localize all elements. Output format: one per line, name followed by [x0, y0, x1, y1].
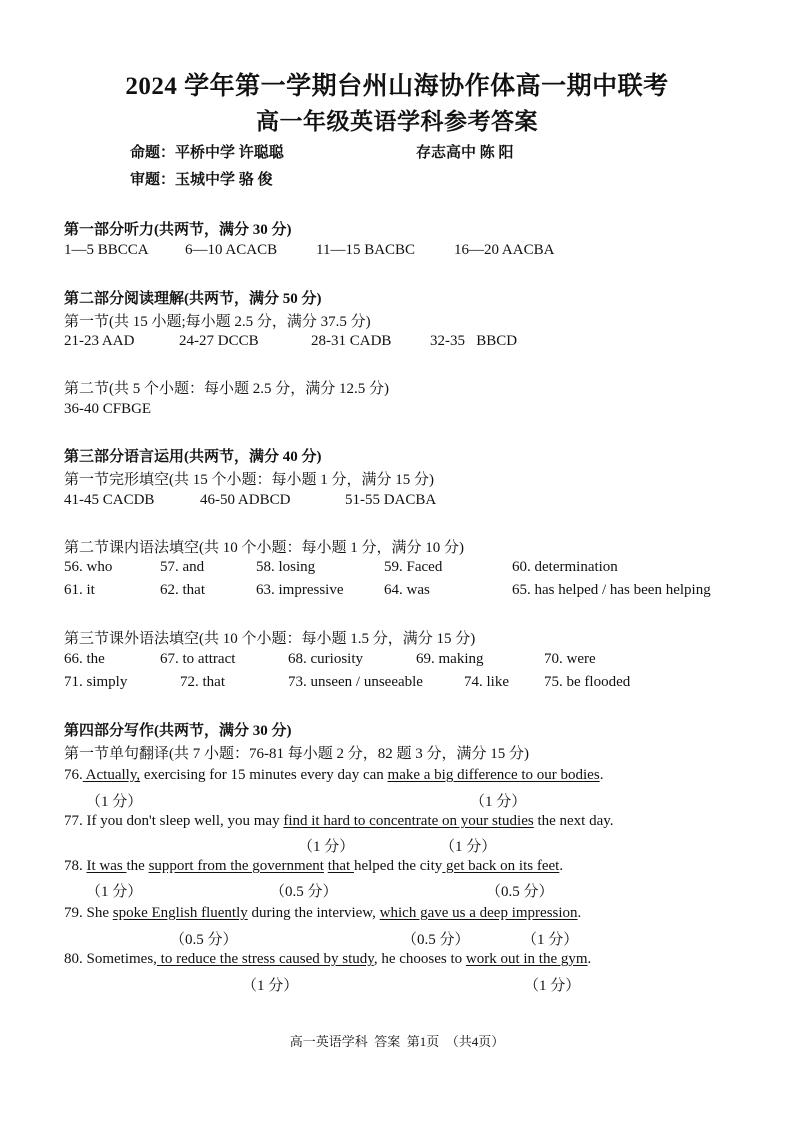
answer-group: 36-40 CFBGE [64, 401, 152, 417]
points-label: （1 分） [470, 794, 527, 810]
answer-group: 41-45 CACDB [64, 492, 155, 508]
page-title: 2024 学年第一学期台州山海协作体高一期中联考 [125, 73, 669, 100]
points-label: （1 分） [522, 932, 579, 948]
sentence-text: the next day. [533, 813, 614, 829]
answer-item: 58. losing [256, 559, 316, 575]
answer-item: 65. has helped / has been helping [512, 582, 711, 598]
part3-sec3-title: 第三节课外语法填空(共 10 个小题：每小题 1.5 分，满分 15 分) [64, 631, 476, 647]
part3-heading: 第三部分语言运用(共两节，满分 40 分) [64, 449, 322, 465]
translation-79 [64, 905, 581, 922]
key-phrase: find it hard to concentrate on your studies [283, 813, 534, 829]
sentence-text: , he chooses to [373, 951, 466, 967]
points-label: （0.5 分） [486, 884, 554, 900]
translation-80 [64, 951, 591, 968]
answer-item: 69. making [416, 651, 484, 667]
answer-item: 71. simply [64, 674, 128, 690]
part4-sec1-title: 第一节单句翻译(共 7 小题：76-81 每小题 2 分，82 题 3 分，满分 15 分) [64, 746, 529, 762]
key-phrase: Actually, [82, 767, 141, 783]
answer-item: 70. were [544, 651, 596, 667]
key-phrase: get back on its feet [442, 858, 560, 874]
page-subtitle: 高一年级英语学科参考答案 [256, 109, 538, 134]
answer-item: 63. impressive [256, 582, 344, 598]
sentence-text: during the interview, [247, 905, 380, 921]
answer-group: 16—20 AACBA [454, 242, 555, 258]
reviewer: 审题：玉城中学 骆 俊 [130, 172, 273, 188]
answer-item: 68. curiosity [288, 651, 363, 667]
answer-group: 21-23 AAD [64, 333, 135, 349]
sentence-text: If you don't sleep well, you may [82, 813, 284, 829]
page-footer: 高一英语学科 答案 第1页 （共4页） [289, 1034, 505, 1049]
answer-group: 46-50 ADBCD [200, 492, 291, 508]
sentence-text: Sometimes, [82, 951, 157, 967]
answer-group: 51-55 DACBA [345, 492, 437, 508]
question-number: 76. [64, 767, 83, 783]
answer-item: 75. be flooded [544, 674, 631, 690]
sentence-text: . [599, 767, 604, 783]
key-phrase: It was [86, 858, 127, 874]
answer-item: 72. that [180, 674, 225, 690]
points-label: （1 分） [440, 839, 497, 855]
proposer: 命题：平桥中学 许聪聪 [130, 145, 284, 161]
key-phrase: which gave us a deep impression [379, 905, 578, 921]
answer-item: 66. the [64, 651, 105, 667]
sentence-text: helped the city [353, 858, 443, 874]
question-number: 77. [64, 813, 83, 829]
answer-item: 67. to attract [160, 651, 236, 667]
answer-item: 74. like [464, 674, 509, 690]
sentence-text: She [82, 905, 113, 921]
sentence-text: the [126, 858, 149, 874]
answer-item: 60. determination [512, 559, 618, 575]
answer-group: 28-31 CADB [311, 333, 392, 349]
answer-item: 62. that [160, 582, 205, 598]
answer-item: 61. it [64, 582, 95, 598]
sentence-text: . [577, 905, 582, 921]
translation-77 [64, 813, 614, 830]
points-label: （0.5 分） [402, 932, 470, 948]
answer-group: 1—5 BBCCA [64, 242, 149, 258]
answer-item: 56. who [64, 559, 113, 575]
key-phrase: to reduce the stress caused by study [156, 951, 374, 967]
question-number: 79. [64, 905, 83, 921]
answer-group: 32-35 BBCD [430, 333, 518, 349]
sentence-text: exercising for 15 minutes every day can [140, 767, 388, 783]
key-phrase: work out in the gym [465, 951, 588, 967]
part2-sec1-title: 第一节(共 15 小题;每小题 2.5 分，满分 37.5 分) [64, 314, 371, 330]
key-phrase: make a big difference to our bodies [387, 767, 600, 783]
points-label: （1 分） [524, 978, 581, 994]
answer-group: 6—10 ACACB [185, 242, 278, 258]
answer-item: 64. was [384, 582, 430, 598]
answer-group: 24-27 DCCB [179, 333, 259, 349]
points-label: （1 分） [242, 978, 299, 994]
key-phrase: that [327, 858, 354, 874]
points-label: （1 分） [298, 839, 355, 855]
translation-76 [64, 767, 603, 784]
proposer-other: 存志高中 陈 阳 [416, 145, 514, 161]
key-phrase: support from the government [148, 858, 324, 874]
part3-sec2-title: 第二节课内语法填空(共 10 个小题：每小题 1 分，满分 10 分) [64, 540, 464, 556]
points-label: （1 分） [86, 794, 143, 810]
points-label: （0.5 分） [170, 932, 238, 948]
question-number: 80. [64, 951, 83, 967]
sentence-text: . [587, 951, 592, 967]
part2-sec2-title: 第二节(共 5 个小题：每小题 2.5 分，满分 12.5 分) [64, 381, 389, 397]
translation-78 [64, 858, 563, 875]
answer-item: 73. unseen / unseeable [288, 674, 423, 690]
points-label: （1 分） [86, 884, 143, 900]
answer-item: 59. Faced [384, 559, 443, 575]
answer-group: 11—15 BACBC [316, 242, 416, 258]
question-number: 78. [64, 858, 83, 874]
part1-heading: 第一部分听力(共两节，满分 30 分) [64, 222, 292, 238]
key-phrase: spoke English fluently [112, 905, 248, 921]
sentence-text: . [559, 858, 564, 874]
part4-heading: 第四部分写作(共两节，满分 30 分) [64, 723, 292, 739]
answer-item: 57. and [160, 559, 205, 575]
part2-heading: 第二部分阅读理解(共两节，满分 50 分) [64, 291, 322, 307]
points-label: （0.5 分） [270, 884, 338, 900]
part3-sec1-title: 第一节完形填空(共 15 个小题：每小题 1 分，满分 15 分) [64, 472, 434, 488]
